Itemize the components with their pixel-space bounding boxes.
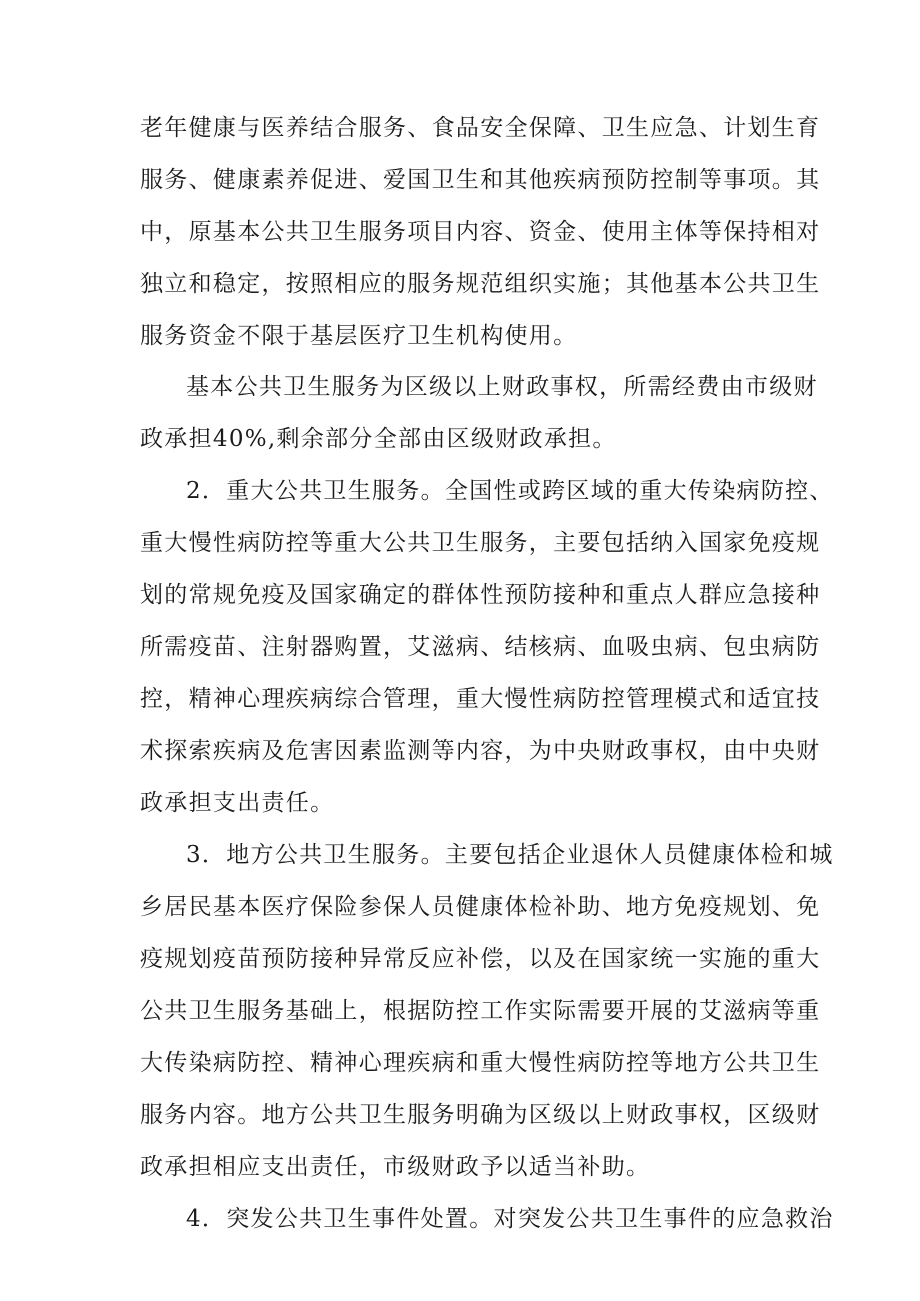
text-line-8: 2．重大公共卫生服务。全国性或跨区域的重大传染病防控、 [186,478,834,504]
text-line-7: 政承担40%,剩余部分全部由区级财政承担。 [140,426,617,452]
text-line-17: 疫规划疫苗预防接种异常反应补偿，以及在国家统一实施的重大 [140,946,821,972]
text-line-15: 3．地方公共卫生服务。主要包括企业退休人员健康体检和城 [186,842,834,868]
text-line-3: 中，原基本公共卫生服务项目内容、资金、使用主体等保持相对 [140,219,821,245]
text-line-10: 划的常规免疫及国家确定的群体性预防接种和重点人群应急接种 [140,582,821,608]
text-line-6: 基本公共卫生服务为区级以上财政事权，所需经费由市级财 [186,374,818,400]
text-line-13: 术探索疾病及危害因素监测等内容，为中央财政事权，由中央财 [140,738,821,764]
text-line-14: 政承担支出责任。 [140,790,335,816]
text-line-2: 服务、健康素养促进、爱国卫生和其他疾病预防控制等事项。其 [140,167,821,193]
text-line-21: 政承担相应支出责任，市级财政予以适当补助。 [140,1154,651,1180]
text-line-19: 大传染病防控、精神心理疾病和重大慢性病防控等地方公共卫生 [140,1050,821,1076]
text-line-9: 重大慢性病防控等重大公共卫生服务，主要包括纳入国家免疫规 [140,530,821,556]
text-line-5: 服务资金不限于基层医疗卫生机构使用。 [140,323,578,349]
text-line-22: 4．突发公共卫生事件处置。对突发公共卫生事件的应急救治 [186,1206,834,1232]
text-line-18: 公共卫生服务基础上，根据防控工作实际需要开展的艾滋病等重 [140,998,821,1024]
text-line-11: 所需疫苗、注射器购置，艾滋病、结核病、血吸虫病、包虫病防 [140,634,821,660]
text-line-12: 控，精神心理疾病综合管理，重大慢性病防控管理模式和适宜技 [140,686,821,712]
text-line-16: 乡居民基本医疗保险参保人员健康体检补助、地方免疫规划、免 [140,894,821,920]
text-line-1: 老年健康与医养结合服务、食品安全保障、卫生应急、计划生育 [140,115,821,141]
text-line-4: 独立和稳定，按照相应的服务规范组织实施；其他基本公共卫生 [140,271,821,297]
text-line-20: 服务内容。地方公共卫生服务明确为区级以上财政事权，区级财 [140,1102,821,1128]
